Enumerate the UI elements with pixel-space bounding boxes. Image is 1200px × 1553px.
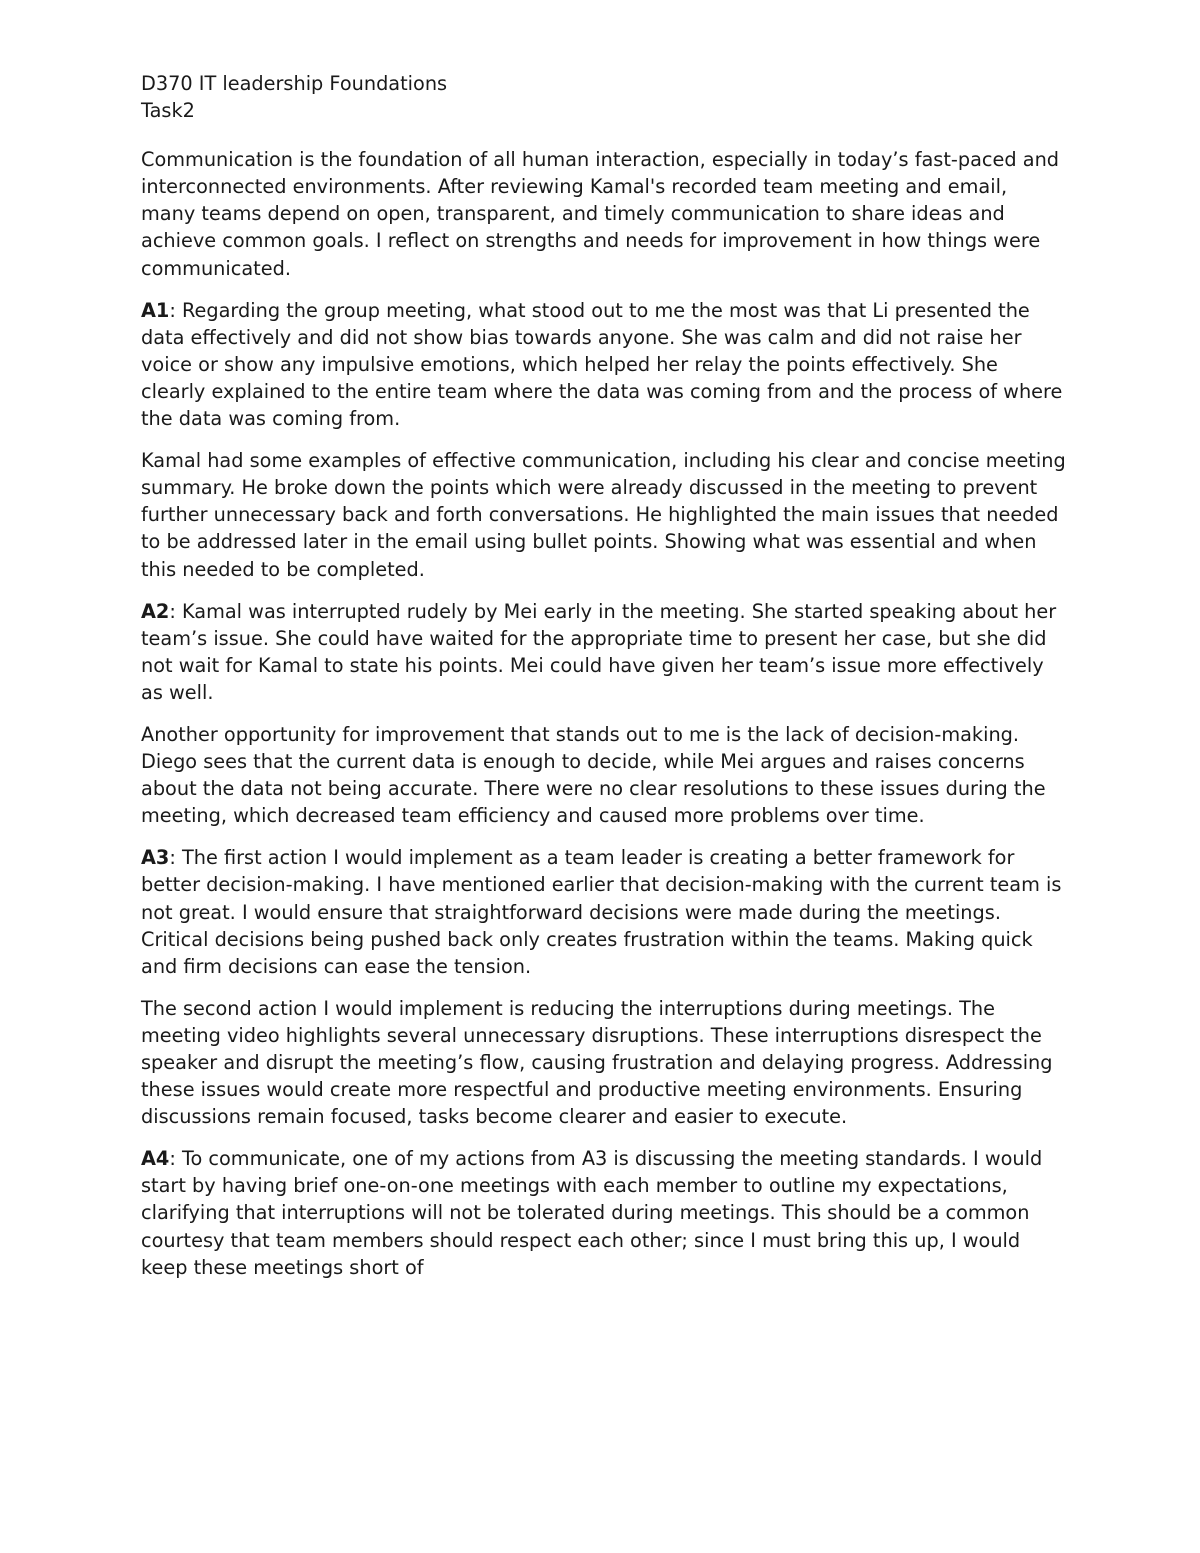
paragraph-text: : Kamal was interrupted rudely by Mei early in the meeting. She started speaking about her team’s issue. She could have waited for the appropriate time to present her case, but she did not wait for Kamal to state his points. Mei could have given her team’s issue more effectively as well. xyxy=(141,599,1057,704)
intro-paragraph xyxy=(141,146,1066,281)
section-label: A1 xyxy=(141,298,170,322)
decision-making-paragraph xyxy=(141,721,1066,829)
paragraph-text: Communication is the foundation of all human interaction, especially in today’s fast-paced and interconnected environments. After reviewing Kamal's recorded team meeting and email, many teams depend on open, transparent, and timely communication to share ideas and achieve common goals. I reflect on strengths and needs for improvement in how things were communicated. xyxy=(141,148,1060,280)
section-label: A2 xyxy=(141,599,170,623)
section-a4-paragraph xyxy=(141,1145,1066,1280)
paragraph-text: : Regarding the group meeting, what stood out to me the most was that Li presented the data effectively and did not show bias towards anyone. She was calm and did not raise her voice or show any impulsive emotions, which helped her relay the points effectively. She clearly explained to the entire team where the data was coming from and the process of where the data was coming from. xyxy=(141,298,1063,431)
interruptions-paragraph xyxy=(141,995,1066,1130)
section-label: A4 xyxy=(141,1147,170,1171)
paragraph-text: Kamal had some examples of effective communication, including his clear and concise meeting summary. He broke down the points which were already discussed in the meeting to prevent further unnecessary back and forth conversations. He highlighted the main issues that needed to be addressed later in the email using bullet points. Showing what was essential and when this needed to be completed. xyxy=(141,449,1066,581)
section-a1-paragraph xyxy=(141,297,1066,432)
paragraph-text: Another opportunity for improvement that stands out to me is the lack of decision-making. Diego sees that the current data is enough to decide, while Mei argues and raises concerns about the data not being accurate. There were no clear resolutions to these issues during the meeting, which decreased team efficiency and caused more problems over time. xyxy=(141,722,1046,828)
section-label: A3 xyxy=(141,846,170,870)
paragraph-text: : The first action I would implement as a team leader is creating a better framework for better decision-making. I have mentioned earlier that decision-making with the current team is not great. I would ensure that straightforward decisions were made during the meetings. Critical decisions being pushed back only creates frustration within the teams. Making quick and firm decisions can ease the tension. xyxy=(141,846,1062,978)
paragraph-text: : To communicate, one of my actions from A3 is discussing the meeting standards. I would start by having brief one-on-one meetings with each member to outline my expectations, clarifying that interruptions will not be tolerated during meetings. This should be a common courtesy that team members should respect each other; since I must bring this up, I would keep these meetings short of xyxy=(141,1147,1043,1279)
task-label: Task2 xyxy=(141,99,195,123)
section-a3-paragraph xyxy=(141,844,1066,979)
section-a2-paragraph xyxy=(141,598,1066,706)
document-page xyxy=(141,70,1066,1281)
paragraph-text: The second action I would implement is reducing the interruptions during meetings. The meeting video highlights several unnecessary disruptions. These interruptions disrespect the speaker and disrupt the meeting’s flow, causing frustration and delaying progress. Addressing these issues would create more respectful and productive meeting environments. Ensuring discussions remain focused, tasks become clearer and easier to execute. xyxy=(141,996,1053,1129)
kamal-communication-paragraph xyxy=(141,447,1066,582)
course-title: D370 IT leadership Foundations xyxy=(141,72,448,95)
